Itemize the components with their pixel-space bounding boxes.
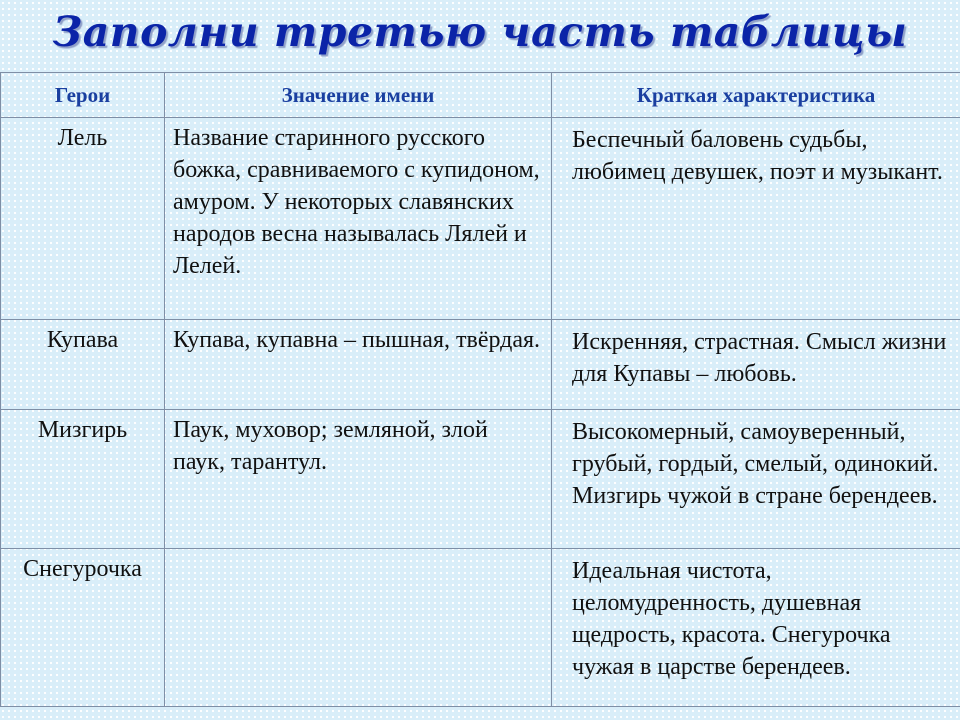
meaning-cell: Купава, купавна – пышная, твёрдая. <box>165 320 552 410</box>
table-row <box>1 118 960 320</box>
header-heroes: Герои <box>1 73 165 118</box>
table-row <box>1 320 960 410</box>
description-cell: Идеальная чистота, целомудренность, душевная щедрость, красота. Снегурочка чужая в царстве берендеев. <box>552 549 960 707</box>
slide-title: Заполни третью часть таблицы <box>52 8 908 56</box>
description-cell: Беспечный баловень судьбы, любимец девушек, поэт и музыкант. <box>552 118 960 320</box>
table-row <box>1 549 960 707</box>
meaning-cell: Название старинного русского божка, сравниваемого с купидоном, амуром. У некоторых славянских народов весна называлась Лялей и Лелей. <box>165 118 552 320</box>
meaning-cell <box>165 549 552 707</box>
meaning-cell: Паук, муховор; земляной, злой паук, тарантул. <box>165 410 552 549</box>
hero-cell: Лель <box>1 118 165 320</box>
table-header-row <box>1 73 960 118</box>
characters-table <box>0 72 960 707</box>
table-row <box>1 410 960 549</box>
hero-cell: Снегурочка <box>1 549 165 707</box>
description-cell: Искренняя, страстная. Смысл жизни для Купавы – любовь. <box>552 320 960 410</box>
header-name-meaning: Значение имени <box>165 73 552 118</box>
description-cell: Высокомерный, самоуверенный, грубый, гордый, смелый, одинокий. Мизгирь чужой в стране берендеев. <box>552 410 960 549</box>
hero-cell: Купава <box>1 320 165 410</box>
hero-cell: Мизгирь <box>1 410 165 549</box>
header-short-description: Краткая характеристика <box>552 73 960 118</box>
